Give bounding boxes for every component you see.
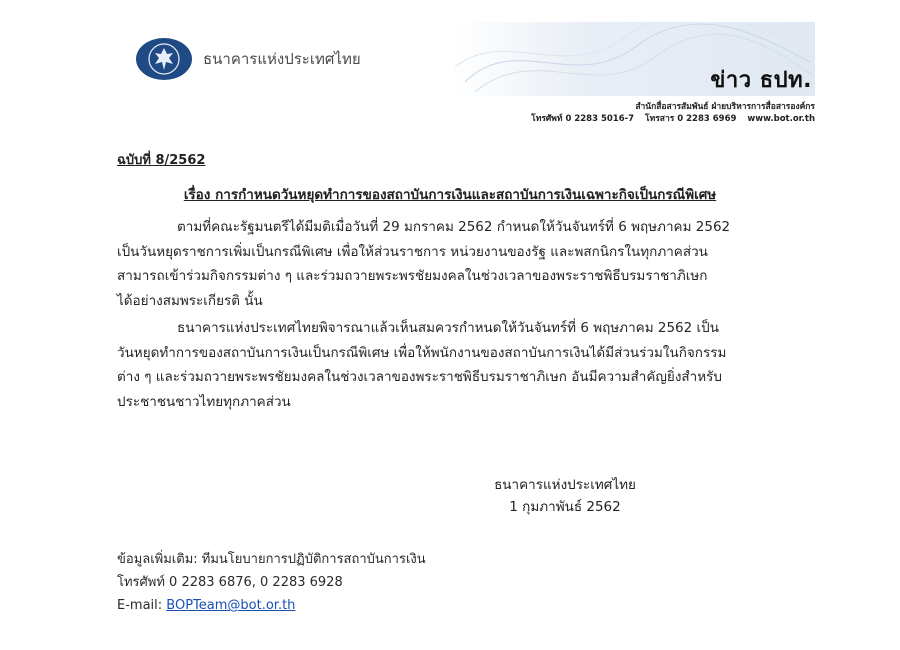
bank-seal-logo	[136, 38, 192, 80]
header-website: www.bot.or.th	[747, 114, 815, 124]
email-link[interactable]: BOPTeam@bot.or.th	[166, 598, 296, 613]
paragraph-line: ธนาคารแห่งประเทศไทยพิจารณาแล้วเห็นสมควรกำหนดให้วันจันทร์ที่ 6 พฤษภาคม 2562 เป็น	[177, 320, 719, 336]
paragraph-line: สามารถเข้าร่วมกิจกรรมต่าง ๆ และร่วมถวายพระพรชัยมงคลในช่วงเวลาของพระราชพิธีบรมราชาภิเษก	[117, 268, 708, 284]
paragraph-line: ได้อย่างสมพระเกียรติ นั้น	[117, 292, 263, 309]
contact-footer	[117, 548, 426, 617]
paragraph-line: ต่าง ๆ และร่วมถวายพระพรชัยมงคลในช่วงเวลาของพระราชพิธีบรมราชาภิเษก อันมีความสำคัญยิ่งสำหรับ	[117, 369, 722, 385]
signatory: ธนาคารแห่งประเทศไทย	[494, 477, 636, 493]
more-info-line: ข้อมูลเพิ่มเติม: ทีมนโยบายการปฏิบัติการสถาบันการเงิน	[117, 552, 426, 567]
news-title: ข่าว ธปท.	[710, 68, 812, 93]
bank-name: ธนาคารแห่งประเทศไทย	[203, 50, 361, 68]
paragraph-2	[117, 316, 797, 414]
email-label: E-mail:	[117, 598, 167, 613]
contact-line	[531, 111, 815, 125]
paragraph-line: วันหยุดทำการของสถาบันการเงินเป็นกรณีพิเศษ เพื่อให้พนักงานของสถาบันการเงินได้มีส่วนร่วมในกิจกรรม	[117, 344, 727, 361]
header-fax: โทรสาร 0 2283 6969	[645, 114, 737, 124]
subject-heading: เรื่อง การกำหนดวันหยุดทำการของสถาบันการเงินและสถาบันการเงินเฉพาะกิจเป็นกรณีพิเศษ	[183, 187, 717, 203]
department-line: สำนักสื่อสารสัมพันธ์ ฝ่ายบริหารการสื่อสารองค์กร	[635, 102, 815, 112]
paragraph-line: ตามที่คณะรัฐมนตรีได้มีมติเมื่อวันที่ 29 มกราคม 2562 กำหนดให้วันจันทร์ที่ 6 พฤษภาคม 2562	[177, 219, 731, 235]
header-phone: โทรศัพท์ 0 2283 5016-7	[531, 114, 635, 124]
signature-block	[470, 474, 660, 518]
garuda-emblem-icon	[147, 42, 181, 76]
footer-phones: โทรศัพท์ 0 2283 6876, 0 2283 6928	[117, 575, 343, 590]
email-line	[117, 594, 426, 617]
issue-number: ฉบับที่ 8/2562	[117, 153, 206, 168]
paragraph-line: ประชาชนชาวไทยทุกภาคส่วน	[117, 393, 291, 410]
document-date: 1 กุมภาพันธ์ 2562	[509, 499, 621, 515]
paragraph-1	[117, 215, 797, 313]
letterhead	[0, 0, 900, 130]
paragraph-line: เป็นวันหยุดราชการเพิ่มเป็นกรณีพิเศษ เพื่อให้ส่วนราชการ หน่วยงานของรัฐ และพสกนิกรในทุกภาคส่วน	[117, 243, 708, 260]
